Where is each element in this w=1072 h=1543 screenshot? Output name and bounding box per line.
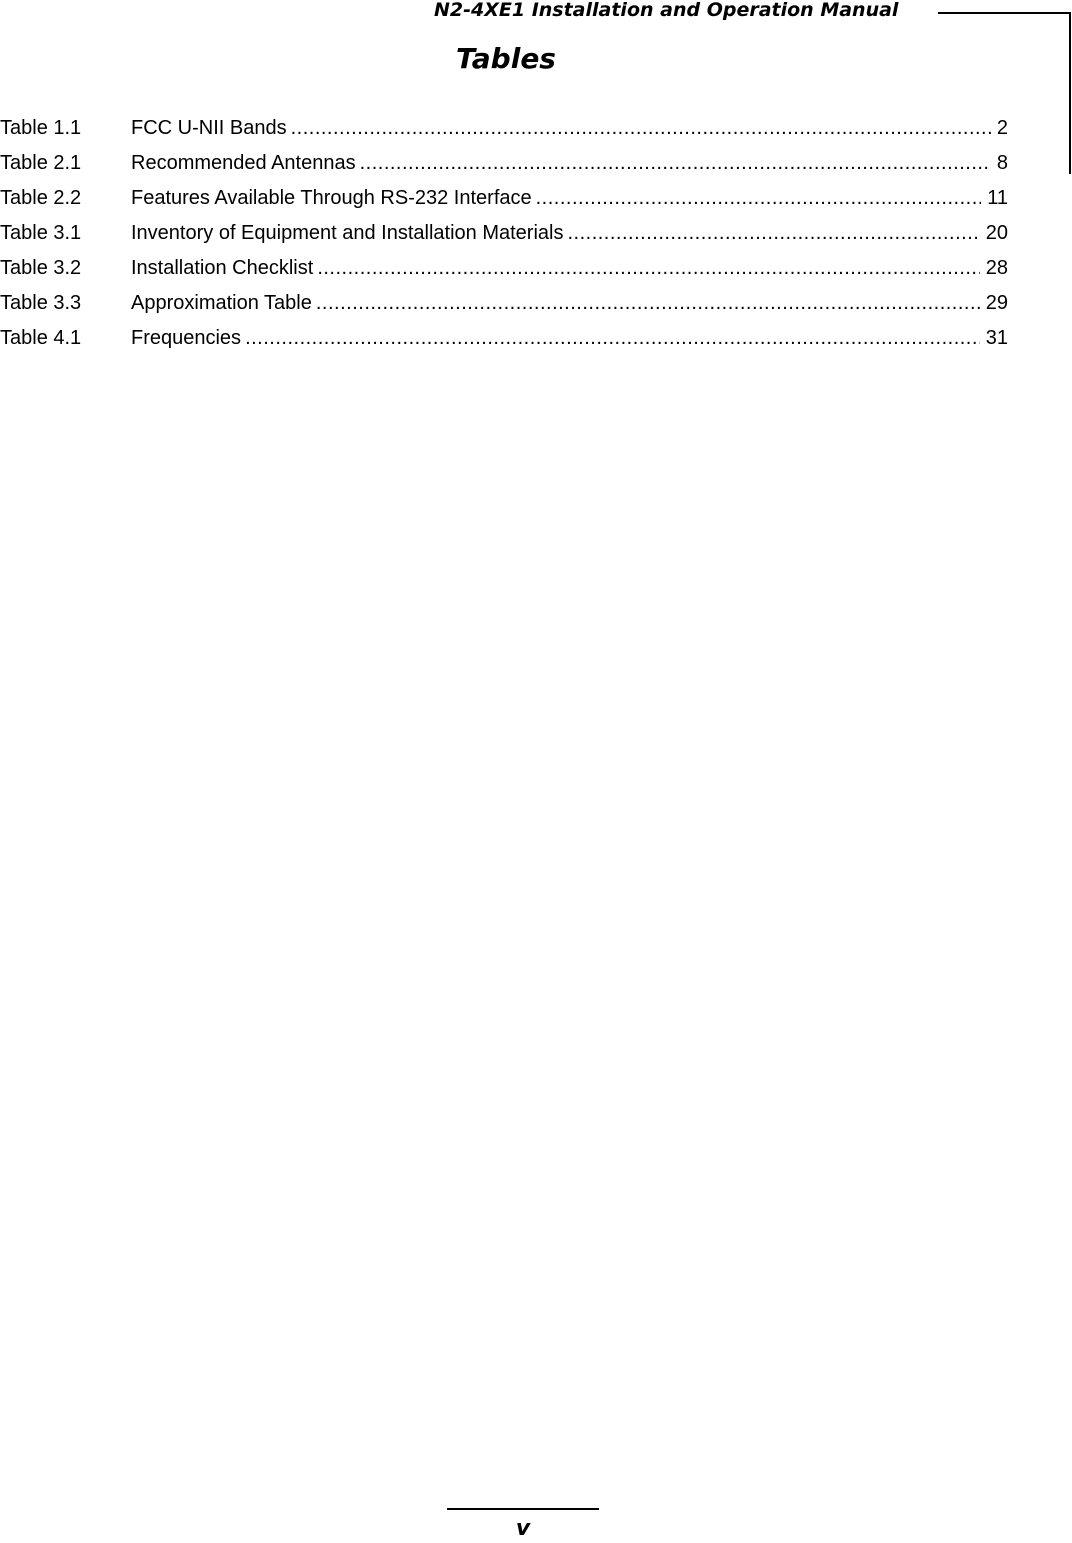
toc-entry-label: Table 2.1 (0, 152, 82, 174)
toc-entry-label: Table 3.2 (0, 257, 82, 279)
dot-leader (291, 114, 991, 142)
toc-entry-label: Table 3.3 (0, 292, 82, 314)
section-title: Tables (456, 42, 556, 75)
dot-leader (245, 324, 980, 352)
toc-entry[interactable] (0, 289, 1008, 324)
dot-leader (316, 289, 980, 317)
toc-entry-label: Table 3.1 (0, 222, 82, 244)
table-of-contents (0, 114, 1008, 359)
toc-entry-title: Features Available Through RS-232 Interface (131, 187, 532, 209)
toc-entry-title: Recommended Antennas (131, 152, 356, 174)
dot-leader (536, 184, 982, 212)
header-rule (938, 12, 1071, 14)
dot-leader (317, 254, 979, 282)
toc-entry-page: 31 (985, 327, 1008, 349)
toc-entry[interactable] (0, 324, 1008, 359)
toc-entry-title: Approximation Table (131, 292, 312, 314)
toc-entry-page: 28 (985, 257, 1008, 279)
toc-entry-title: Inventory of Equipment and Installation Materials (131, 222, 564, 244)
toc-entry-page: 29 (985, 292, 1008, 314)
toc-entry-page: 2 (996, 117, 1008, 139)
toc-entry[interactable] (0, 149, 1008, 184)
page-number: v (515, 1516, 531, 1541)
toc-entry[interactable] (0, 254, 1008, 289)
dot-leader (360, 149, 991, 177)
toc-entry-page: 20 (985, 222, 1008, 244)
toc-entry-title: Frequencies (131, 327, 242, 349)
toc-entry-title: FCC U-NII Bands (131, 117, 287, 139)
toc-entry[interactable] (0, 114, 1008, 149)
toc-entry[interactable] (0, 219, 1008, 254)
toc-entry-label: Table 1.1 (0, 117, 82, 139)
toc-entry-title: Installation Checklist (131, 257, 314, 279)
header-side-rule (1069, 12, 1071, 174)
toc-entry-label: Table 4.1 (0, 327, 82, 349)
toc-entry-page: 8 (996, 152, 1008, 174)
footer-rule (447, 1508, 599, 1510)
toc-entry-page: 11 (987, 187, 1008, 209)
dot-leader (567, 219, 979, 247)
manual-title: N2-4XE1 Installation and Operation Manual (434, 0, 899, 21)
toc-entry-label: Table 2.2 (0, 187, 82, 209)
toc-entry[interactable] (0, 184, 1008, 219)
